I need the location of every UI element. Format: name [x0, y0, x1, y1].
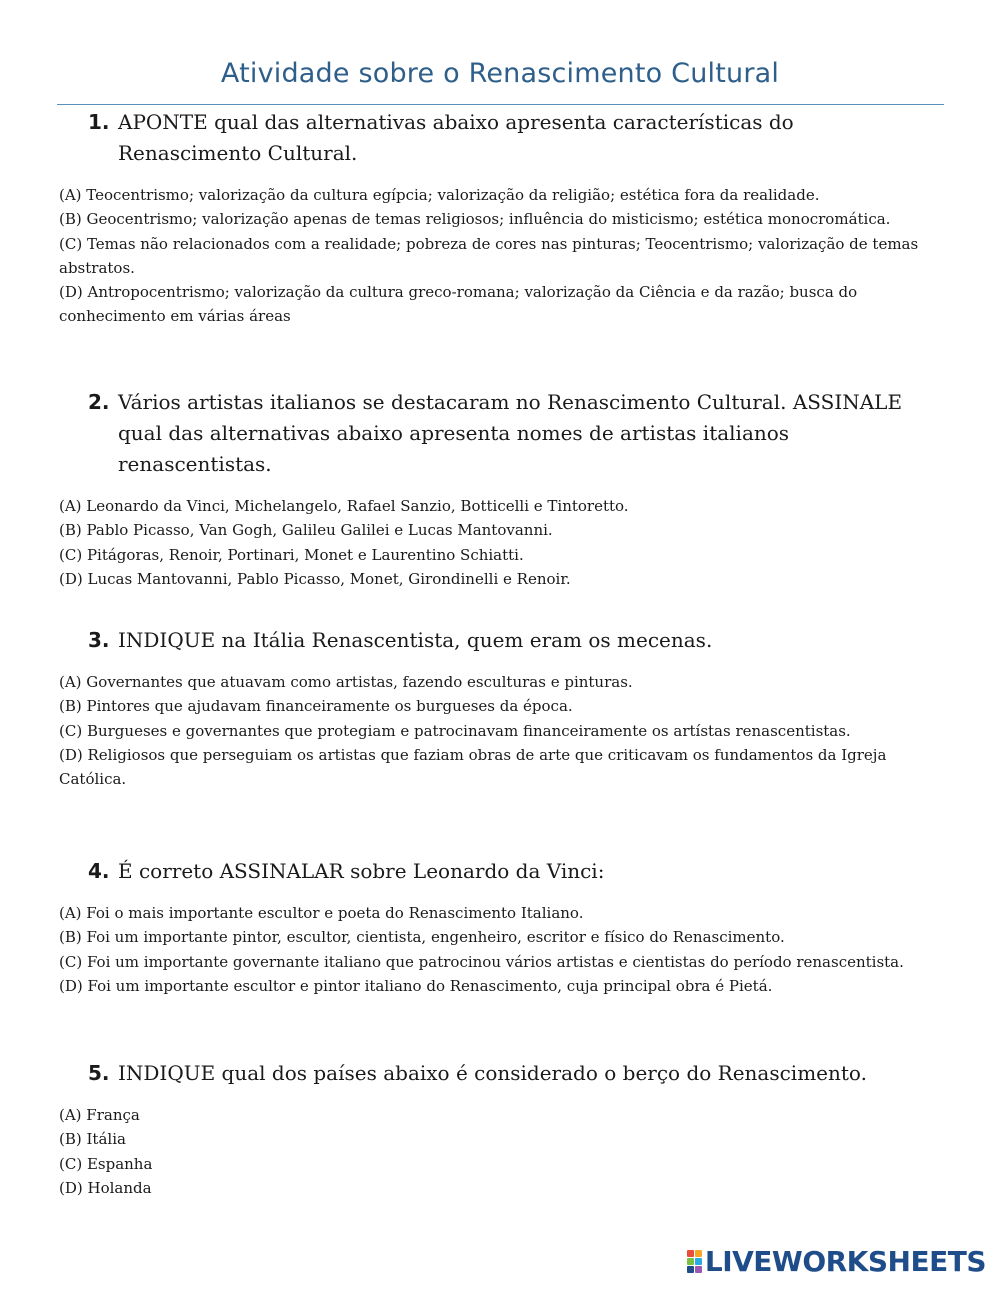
option-a[interactable]: (A) Teocentrismo; valorização da cultura egípcia; valorização da religião; estética fora da realidade.: [59, 186, 820, 204]
option-list: [0, 901, 1000, 998]
question-1-prompt: [0, 107, 1000, 169]
question-1: [0, 107, 1000, 329]
option-b[interactable]: (B) Pablo Picasso, Van Gogh, Galileu Galilei e Lucas Mantovanni.: [59, 521, 553, 540]
question-5: [0, 1058, 1000, 1200]
option-a[interactable]: (A) Leonardo da Vinci, Michelangelo, Rafael Sanzio, Botticelli e Tintoretto.: [59, 497, 629, 515]
option-b[interactable]: (B) Pintores que ajudavam financeiramente os burgueses da época.: [59, 697, 573, 716]
question-text: Vários artistas italianos se destacaram no Renascimento Cultural. ASSINALE qual das alternativas abaixo apresenta nomes de artistas italianos renascentistas.: [118, 390, 903, 476]
question-3-prompt: [0, 625, 1000, 656]
liveworksheets-icon: [687, 1250, 702, 1273]
option-d[interactable]: (D) Foi um importante escultor e pintor italiano do Renascimento, cuja principal obra é Pietá.: [59, 976, 773, 995]
title-divider: [57, 104, 944, 105]
option-b[interactable]: (B) Foi um importante pintor, escultor, cientista, engenheiro, escritor e físico do Renascimento.: [59, 928, 785, 947]
option-b[interactable]: (B) Itália: [59, 1130, 126, 1149]
logo-square: [695, 1250, 702, 1257]
logo-square: [695, 1266, 702, 1273]
question-number: 3.: [88, 628, 110, 652]
option-a[interactable]: (A) Foi o mais importante escultor e poeta do Renascimento Italiano.: [59, 904, 584, 922]
option-c[interactable]: (C) Pitágoras, Renoir, Portinari, Monet e Laurentino Schiatti.: [59, 545, 524, 564]
question-text: INDIQUE na Itália Renascentista, quem eram os mecenas.: [118, 628, 713, 652]
option-d[interactable]: (D) Holanda: [59, 1178, 152, 1197]
question-text: APONTE qual das alternativas abaixo apresenta características do Renascimento Cultural.: [118, 110, 794, 165]
logo-square: [687, 1266, 694, 1273]
question-2: [0, 387, 1000, 591]
question-5-prompt: [0, 1058, 1000, 1089]
liveworksheets-logo: [687, 1245, 986, 1278]
question-number: 1.: [88, 110, 110, 134]
option-list: [0, 1103, 1000, 1200]
option-c[interactable]: (C) Burgueses e governantes que protegiam e patrocinavam financeiramente os artístas renascentistas.: [59, 721, 851, 740]
question-number: 2.: [88, 390, 110, 414]
brand-name: LIVEWORKSHEETS: [704, 1245, 986, 1278]
option-a[interactable]: (A) Governantes que atuavam como artistas, fazendo esculturas e pinturas.: [59, 673, 633, 691]
option-list: [0, 494, 1000, 591]
option-d[interactable]: (D) Religiosos que perseguiam os artistas que faziam obras de arte que criticavam os fundamentos da Igreja Católica.: [59, 745, 887, 789]
option-c[interactable]: (C) Temas não relacionados com a realidade; pobreza de cores nas pinturas; Teocentrismo; valorização de temas abstratos.: [59, 234, 919, 277]
logo-square: [695, 1258, 702, 1265]
question-number: 5.: [88, 1061, 110, 1085]
question-text: INDIQUE qual dos países abaixo é considerado o berço do Renascimento.: [118, 1061, 867, 1085]
question-2-prompt: [0, 387, 1000, 480]
option-c[interactable]: (C) Espanha: [59, 1154, 153, 1173]
option-d[interactable]: (D) Antropocentrismo; valorização da cultura greco-romana; valorização da Ciência e da razão; busca do conhecimento em várias áreas: [59, 283, 858, 326]
question-number: 4.: [88, 859, 110, 883]
question-4-prompt: [0, 856, 1000, 887]
option-list: [0, 670, 1000, 791]
option-d[interactable]: (D) Lucas Mantovanni, Pablo Picasso, Monet, Girondinelli e Renoir.: [59, 569, 571, 588]
logo-square: [687, 1250, 694, 1257]
option-a[interactable]: (A) França: [59, 1106, 140, 1124]
question-4: [0, 856, 1000, 998]
option-b[interactable]: (B) Geocentrismo; valorização apenas de temas religiosos; influência do misticismo; estética monocromática.: [59, 210, 891, 229]
question-text: É correto ASSINALAR sobre Leonardo da Vinci:: [118, 859, 605, 883]
logo-square: [687, 1258, 694, 1265]
question-3: [0, 625, 1000, 791]
page-title: Atividade sobre o Renascimento Cultural: [220, 58, 780, 89]
option-c[interactable]: (C) Foi um importante governante italiano que patrocinou vários artistas e cientistas do período renascentista.: [59, 952, 904, 971]
option-list: [0, 183, 1000, 329]
